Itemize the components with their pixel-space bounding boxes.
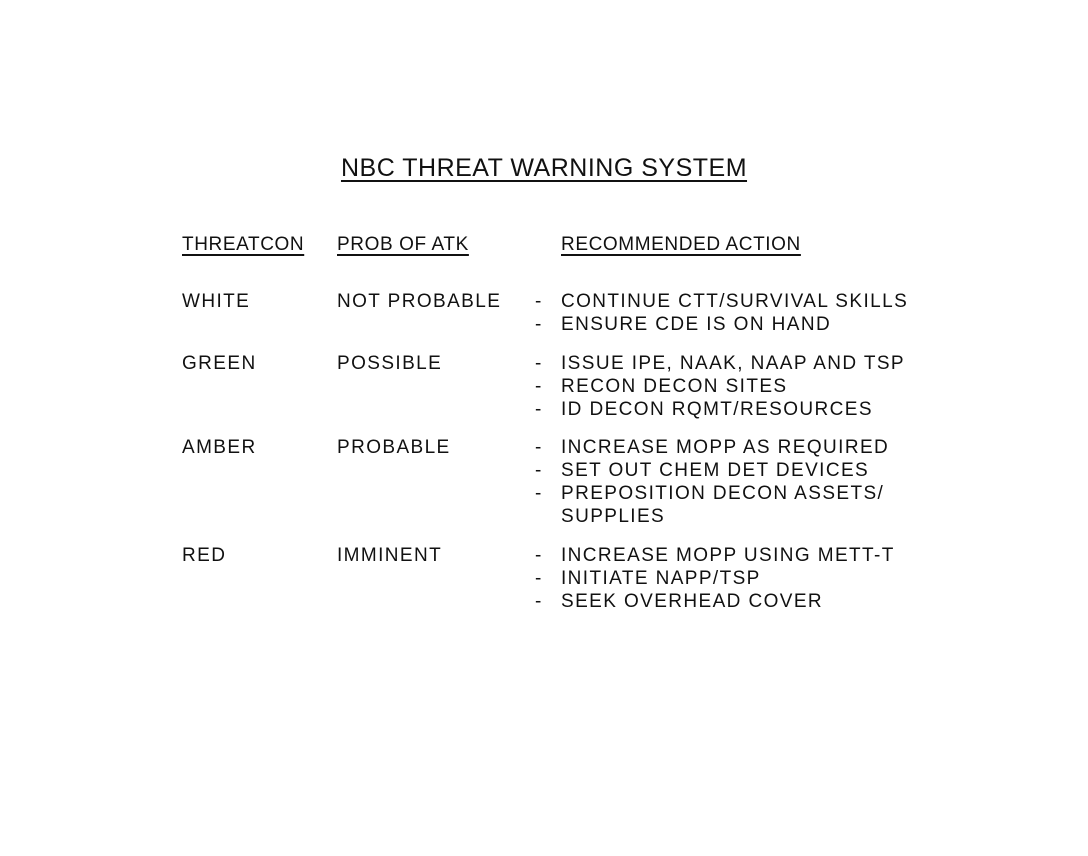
action-item [535, 567, 895, 590]
action-item [535, 459, 889, 482]
action-item [535, 290, 908, 313]
prob-cell: IMMINENT [337, 545, 443, 566]
column-header-recommended-action: RECOMMENDED ACTION [561, 234, 801, 255]
prob-cell: PROBABLE [337, 437, 451, 458]
action-text: INCREASE MOPP AS REQUIRED [561, 437, 890, 458]
prob-cell: POSSIBLE [337, 353, 443, 374]
column-header-threatcon: THREATCON [182, 234, 305, 255]
action-text: SET OUT CHEM DET DEVICES [561, 460, 870, 481]
dash-marker: - [535, 399, 543, 420]
action-list [535, 544, 895, 613]
page-title: NBC THREAT WARNING SYSTEM [340, 154, 748, 182]
dash-marker: - [535, 291, 543, 312]
action-item [535, 375, 905, 398]
action-text: CONTINUE CTT/SURVIVAL SKILLS [561, 291, 909, 312]
dash-marker: - [535, 353, 543, 374]
action-text: INCREASE MOPP USING METT-T [561, 545, 895, 566]
dash-marker: - [535, 460, 543, 481]
action-item-continuation [535, 505, 889, 528]
action-text: ENSURE CDE IS ON HAND [561, 314, 832, 335]
action-item [535, 482, 889, 505]
action-item [535, 590, 895, 613]
dash-marker: - [535, 545, 543, 566]
action-item [535, 544, 895, 567]
action-text: SEEK OVERHEAD COVER [561, 591, 824, 612]
threatcon-cell: WHITE [182, 291, 251, 312]
action-item [535, 352, 905, 375]
column-header-prob-of-atk: PROB OF ATK [337, 234, 469, 255]
prob-cell: NOT PROBABLE [337, 291, 502, 312]
action-list [535, 290, 908, 336]
action-item [535, 313, 908, 336]
action-item [535, 436, 889, 459]
dash-marker: - [535, 376, 543, 397]
threatcon-cell: AMBER [182, 437, 257, 458]
threatcon-cell: RED [182, 545, 227, 566]
dash-marker: - [535, 591, 543, 612]
action-text: ID DECON RQMT/RESOURCES [561, 399, 873, 420]
action-list [535, 352, 905, 421]
action-text: INITIATE NAPP/TSP [561, 568, 761, 589]
action-text: PREPOSITION DECON ASSETS/ [561, 483, 885, 504]
action-item [535, 398, 905, 421]
dash-marker: - [535, 568, 543, 589]
action-text: SUPPLIES [561, 506, 666, 527]
action-text: ISSUE IPE, NAAK, NAAP AND TSP [561, 353, 906, 374]
dash-marker: - [535, 314, 543, 335]
dash-marker: - [535, 437, 543, 458]
dash-marker: - [535, 483, 543, 504]
action-text: RECON DECON SITES [561, 376, 788, 397]
threatcon-cell: GREEN [182, 353, 257, 374]
action-list [535, 436, 889, 528]
